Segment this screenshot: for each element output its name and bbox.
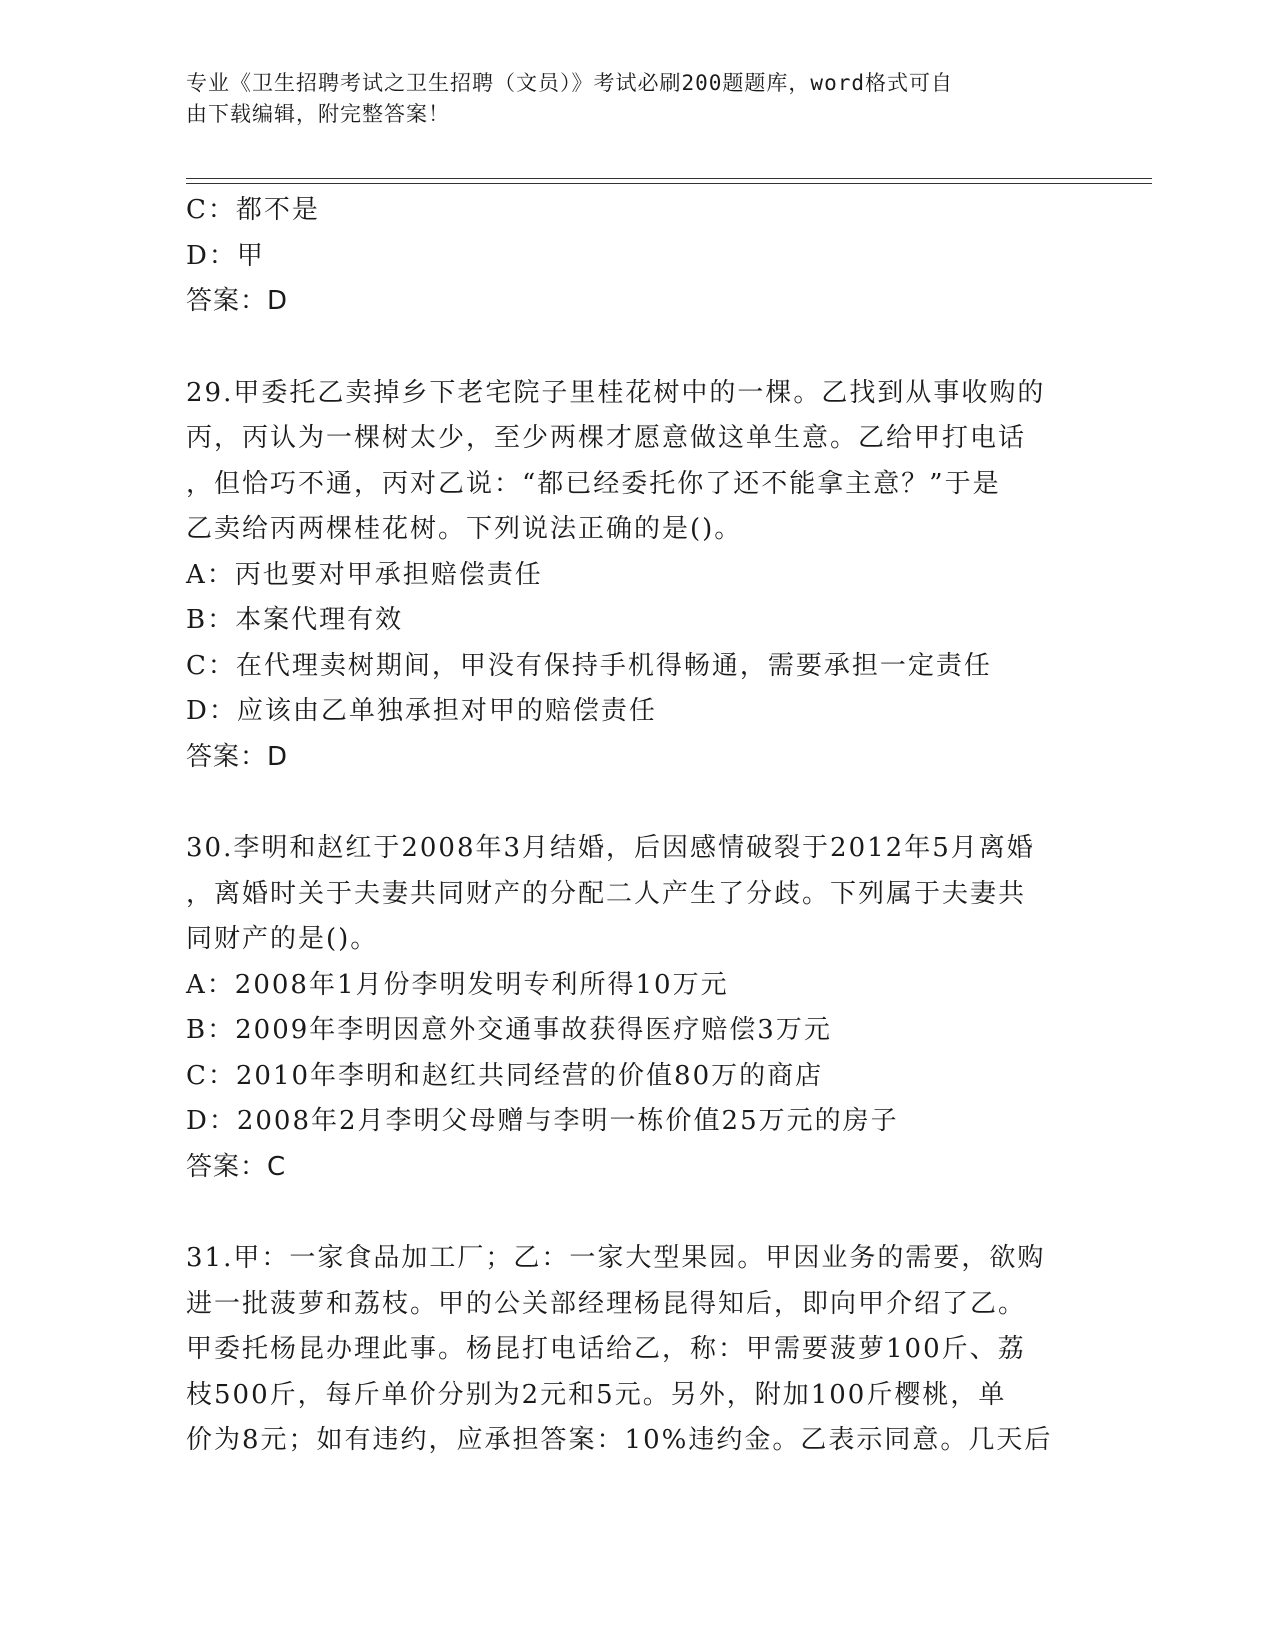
question-text-line: 丙，丙认为一棵树太少，至少两棵才愿意做这单生意。乙给甲打电话 (186, 423, 1027, 453)
header-line-2: 由下载编辑，附完整答案！ (186, 102, 450, 126)
document-body (186, 188, 1086, 1464)
question-text-line: 甲委托杨昆办理此事。杨昆打电话给乙，称：甲需要菠萝100斤、荔 (186, 1334, 1026, 1364)
answer-line: 答案：D (186, 741, 289, 772)
header-line-1: 专业《卫生招聘考试之卫生招聘（文员）》考试必刷200题题库，word格式可自 (186, 71, 953, 95)
question-text-line: 30.李明和赵红于2008年3月结婚，后因感情破裂于2012年5月离婚 (186, 833, 1035, 863)
option-d: D：甲 (186, 240, 265, 271)
question-text-line: ，离婚时关于夫妻共同财产的分配二人产生了分歧。下列属于夫妻共 (186, 878, 1027, 909)
option-c: C：都不是 (186, 195, 320, 225)
question-29 (186, 371, 1086, 781)
previous-question-tail (186, 188, 1086, 325)
question-text-line: ，但恰巧不通，丙对乙说：“都已经委托你了还不能拿主意？”于是 (186, 468, 1001, 499)
header-rule-bottom (186, 183, 1152, 184)
option-d: D：2008年2月李明父母赠与李明一栋价值25万元的房子 (186, 1106, 899, 1136)
question-text-line: 进一批菠萝和荔枝。甲的公关部经理杨昆得知后，即向甲介绍了乙。 (186, 1288, 1027, 1319)
option-c: C：在代理卖树期间，甲没有保持手机得畅通，需要承担一定责任 (186, 650, 992, 681)
option-a: A：2008年1月份李明发明专利所得10万元 (186, 969, 729, 1000)
question-text-line: 同财产的是()。 (186, 924, 379, 954)
question-text-line: 枝500斤，每斤单价分别为2元和5元。另外，附加100斤樱桃，单 (186, 1379, 1007, 1410)
question-text-line: 31.甲：一家食品加工厂；乙：一家大型果园。甲因业务的需要，欲购 (186, 1243, 1046, 1273)
option-d: D：应该由乙单独承担对甲的赔偿责任 (186, 696, 657, 726)
option-a: A：丙也要对甲承担赔偿责任 (186, 559, 543, 590)
header-rule-top (186, 178, 1152, 179)
question-30 (186, 826, 1086, 1190)
question-text-line: 价为8元；如有违约，应承担答案：10%违约金。乙表示同意。几天后 (186, 1425, 1053, 1455)
option-b: B：本案代理有效 (186, 605, 404, 635)
question-31 (186, 1236, 1086, 1464)
document-header (186, 68, 1066, 130)
question-text-line: 乙卖给丙两棵桂花树。下列说法正确的是()。 (186, 514, 743, 544)
option-b: B：2009年李明因意外交通事故获得医疗赔偿3万元 (186, 1015, 832, 1045)
question-text-line: 29.甲委托乙卖掉乡下老宅院子里桂花树中的一棵。乙找到从事收购的 (186, 377, 1046, 408)
answer-line: 答案：D (186, 286, 289, 316)
option-c: C：2010年李明和赵红共同经营的价值80万的商店 (186, 1060, 824, 1091)
answer-line: 答案：C (186, 1151, 287, 1182)
